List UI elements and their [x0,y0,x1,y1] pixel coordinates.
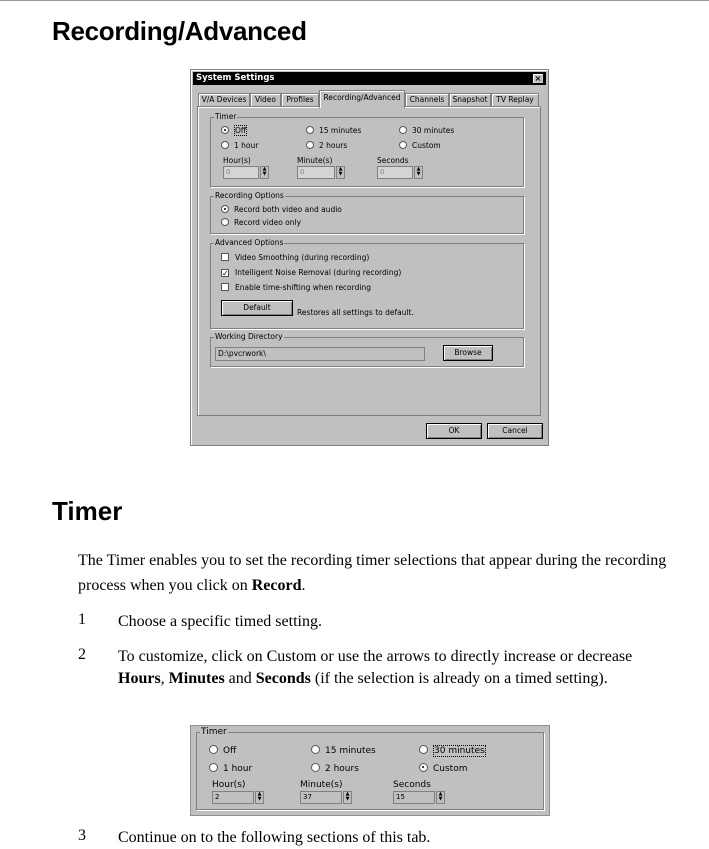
page-title: Recording/Advanced [52,16,307,46]
timer-1hour-radio[interactable] [221,141,258,151]
intro-end: . [301,577,306,594]
radio-icon [311,763,320,772]
working-directory-field[interactable]: D:\pvcrwork\ [215,347,425,361]
timer-30min-label: 30 minutes [412,126,455,135]
step-number: 3 [78,827,86,844]
step-text: Choose a specific timed setting. [118,613,322,630]
step-text: Continue on to the following sections of this tab. [118,829,431,846]
default-description: Restores all settings to default. [297,308,414,317]
record-both-label: Record both video and audio [234,205,342,214]
radio-icon [419,763,428,772]
default-button[interactable]: Default [221,300,293,316]
step-number: 1 [78,611,86,628]
hours-spinner[interactable]: ▲ ▼ [260,166,269,179]
tab-panel [197,106,541,416]
minutes-label: Minute(s) [297,156,333,165]
radio-icon [306,126,314,134]
timer-2hours-radio[interactable] [311,763,359,775]
timer-1hour-label: 1 hour [234,141,259,150]
timer-custom-label: Custom [433,764,468,774]
hours-field[interactable]: 0 [223,166,259,179]
tab-va-devices[interactable]: V/A Devices [198,93,250,107]
radio-icon [221,141,229,149]
timer-figure [190,725,550,816]
checkbox-icon [221,283,229,291]
seconds-spinner[interactable]: ▲ ▼ [414,166,423,179]
section-title: Timer [52,496,123,526]
working-directory-label: Working Directory [215,332,283,341]
timer-2hours-label: 2 hours [325,764,359,774]
minutes-label: Minute(s) [300,780,343,790]
timer-off-label: Off [223,746,237,756]
step-text-part: , [160,670,169,687]
hours-label: Hour(s) [212,780,246,790]
timer-group [210,112,524,187]
timer-15min-radio[interactable] [311,745,376,757]
timer-custom-label: Custom [412,141,441,150]
radio-icon [399,141,407,149]
radio-icon [221,218,229,226]
timer-off-radio[interactable] [209,745,236,757]
step-bold: Minutes [168,670,225,687]
radio-icon [209,745,218,754]
step-text-part: (if the selection is already on a timed setting). [310,670,608,687]
timer-30min-radio[interactable] [419,745,486,757]
advanced-options-label: Advanced Options [215,238,284,247]
ok-button[interactable]: OK [426,423,482,439]
timer-group-label: Timer [215,112,237,121]
seconds-label: Seconds [393,780,431,790]
seconds-field[interactable]: 15 [393,791,435,804]
hours-label: Hour(s) [223,156,251,165]
timer-2hours-label: 2 hours [319,141,348,150]
radio-icon [399,126,407,134]
seconds-spinner[interactable]: ▲ ▼ [436,791,445,804]
intro-bold: Record [251,577,302,594]
record-video-only-radio[interactable] [221,218,301,228]
browse-button[interactable]: Browse [443,345,493,361]
timer-1hour-radio[interactable] [209,763,252,775]
tab-profiles[interactable]: Profiles [281,93,319,107]
step-text-part: To customize, click on Custom or use the arrows to directly increase or decrease [118,648,633,665]
time-shifting-label: Enable time-shifting when recording [235,283,371,292]
checkbox-icon [221,253,229,261]
intro-paragraph [78,548,678,598]
timer-1hour-label: 1 hour [223,764,253,774]
tab-snapshot[interactable]: Snapshot [449,93,491,107]
tab-channels[interactable]: Channels [405,93,449,107]
checkmark-icon: ✓ [222,269,229,278]
tab-recording-advanced[interactable]: Recording/Advanced [319,90,405,108]
intro-text: The Timer enables you to set the recording timer selections that appear during the recording process when you click on [78,552,667,594]
cancel-button[interactable]: Cancel [487,423,543,439]
noise-removal-label: Intelligent Noise Removal (during recording) [235,268,402,277]
timer-30min-label: 30 minutes [434,746,485,756]
tab-tv-replay[interactable]: TV Replay [491,93,539,107]
timer-2hours-radio[interactable] [306,141,347,151]
timer-custom-radio[interactable] [399,141,441,151]
video-smoothing-label: Video Smoothing (during recording) [235,253,370,262]
record-video-only-label: Record video only [234,218,302,227]
timer-15min-label: 15 minutes [325,746,376,756]
recording-options-group [210,191,524,234]
video-smoothing-checkbox[interactable] [221,253,369,263]
timer-custom-radio[interactable] [419,763,467,775]
dialog-titlebar [193,72,546,85]
advanced-options-group [210,238,524,329]
noise-removal-checkbox[interactable] [221,268,401,278]
seconds-label: Seconds [377,156,409,165]
minutes-spinner[interactable]: ▲ ▼ [343,791,352,804]
radio-icon [209,763,218,772]
timer-15min-radio[interactable] [306,126,361,136]
hours-spinner[interactable]: ▲ ▼ [255,791,264,804]
step-text [118,646,678,690]
step-text-part: and [224,670,256,687]
dialog-title: System Settings [196,73,275,83]
record-both-radio[interactable] [221,205,342,215]
top-rule [0,0,709,1]
system-settings-dialog [190,69,549,446]
timer-15min-label: 15 minutes [319,126,362,135]
radio-icon [311,745,320,754]
step-bold: Seconds [255,670,311,687]
close-icon[interactable]: × [532,73,544,84]
hours-field[interactable]: 2 [212,791,254,804]
timer-off-radio[interactable] [221,126,247,136]
seconds-field[interactable]: 0 [377,166,413,179]
tab-video[interactable]: Video [250,93,281,107]
step-bold: Hours [118,670,161,687]
recording-options-label: Recording Options [215,191,284,200]
radio-icon [221,126,229,134]
timer-30min-radio[interactable] [399,126,454,136]
timer-figure-label: Timer [201,727,227,737]
timer-off-label: Off [235,126,247,135]
radio-icon [221,205,229,213]
radio-icon [419,745,428,754]
minutes-field[interactable]: 37 [300,791,342,804]
minutes-spinner[interactable]: ▲ ▼ [336,166,345,179]
radio-icon [306,141,314,149]
time-shifting-checkbox[interactable] [221,283,371,293]
minutes-field[interactable]: 0 [297,166,335,179]
timer-figure-group [196,727,544,810]
step-number: 2 [78,646,86,663]
working-directory-group [210,332,524,367]
